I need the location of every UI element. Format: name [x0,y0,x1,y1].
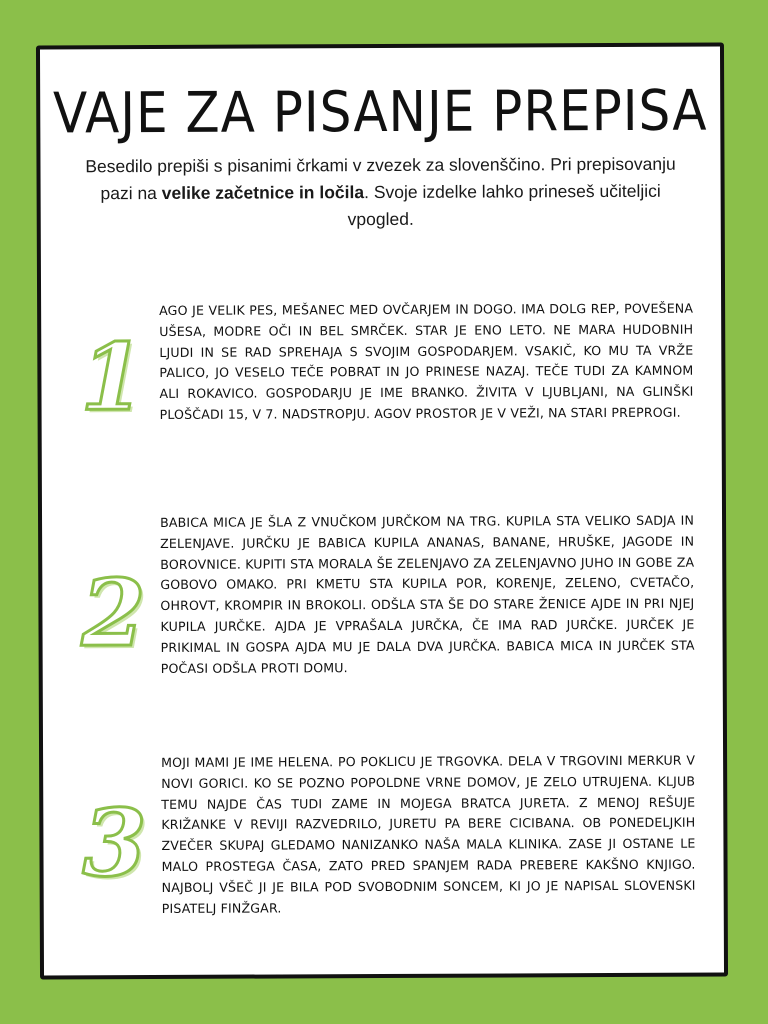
page-title: VAJE ZA PISANJE PREPISA [52,78,708,146]
exercise-text-3: MOJI MAMI JE IME HELENA. PO POKLICU JE TRGOVKA. DELA V TRGOVINI MERKUR V NOVI GORICI. KO SE POZNO POPOLDNE VRNE DOMOV, JE ZELO UTRUJENA. KLJUB TEMU NAJDE ČAS TUDI ZAME IN MOJEGA BRATCA JURETA. Z MENOJ REŠUJE KRIŽANKE V REVIJI RAZVEDRILO, JURETU PA BERE CICIBANA. OB PONEDELJKIH ZVEČER SKUPAJ GLEDAMO NANIZANKO NAŠA MALA KLINIKA. ZASE JI OSTANE LE MALO PROSTEGA ČASA, ZATO PRED SPANJEM RADA PREBERE KAKŠNO KNJIGO. NAJBOLJ VŠEČ JI JE BILA POD SVOBODNIM SONCEM, KI JO JE NAPISAL SLOVENSKI PISATELJ FINŽGAR. [161,752,696,916]
intro-text [80,151,680,235]
exercise-text-1: AGO JE VELIK PES, MEŠANEC MED OVČARJEM IN DOGO. IMA DOLG REP, POVEŠENA UŠESA, MODRE OČI IN BEL SMRČEK. STAR JE ENO LETO. NE MARA HUDOBNIH LJUDI IN SE RAD SPREHAJA S SVOJIM GOSPODARJEM. VSAKIČ, KO MU TA VRŽE PALICO, JO VESELO TEČE POBRAT IN JO PRINESE NAZAJ. TEČE TUDI ZA KAMNOM ALI ROKAVICO. GOSPODARJU JE IME BRANKO. ŽIVITA V LJUBLJANI, NA GLINŠKI PLOŠČADI 15, V 7. NADSTROPJU. AGOV PROSTOR JE V VEŽI, NA STARI PREPROGI. [159,300,694,422]
worksheet-card [36,43,728,980]
exercise-2 [42,511,722,676]
exercise-3 [43,751,723,916]
exercise-number-1: 1 [80,323,145,432]
exercise-number-3: 3 [82,789,147,898]
exercise-text-2: BABICA MICA JE ŠLA Z VNUČKOM JURČKOM NA TRG. KUPILA STA VELIKO SADJA IN ZELENJAVE. JURČKU JE BABICA KUPILA ANANAS, BANANE, HRUŠKE, JAGODE IN BOROVNICE. KUPITI STA MORALA ŠE ZELENJAVO ZA ZELENJAVNO JUHO IN GOBE ZA GOBOVO OMAKO. PRI KMETU STA KUPILA POR, KORENJE, ZELENO, CVETAČO, OHROVT, KROMPIR IN BROKOLI. ODŠLA STA ŠE DO STARE ŽENICE AJDE IN PRI NJEJ KUPILA JURČKE. AJDA JE VPRAŠALA JURČKA, ČE IMA RAD JURČKE. JURČEK JE PRIKIMAL IN GOSPA AJDA MU JE DALA DVA JURČKA. BABICA MICA IN JURČEK STA POČASI ODŠLA PROTI DOMU. [160,512,695,676]
intro-part-1: Besedilo prepiši s pisanimi črkami v zvezek za slovenščino. Pri prepisovanju pazi na [85,153,676,204]
exercise-number-2: 2 [81,559,146,668]
intro-bold: velike začetnice in ločila [161,182,365,203]
intro-part-2: . Svoje izdelke lahko prineseš učiteljici vpogled. [347,180,661,230]
exercise-1 [41,299,721,432]
